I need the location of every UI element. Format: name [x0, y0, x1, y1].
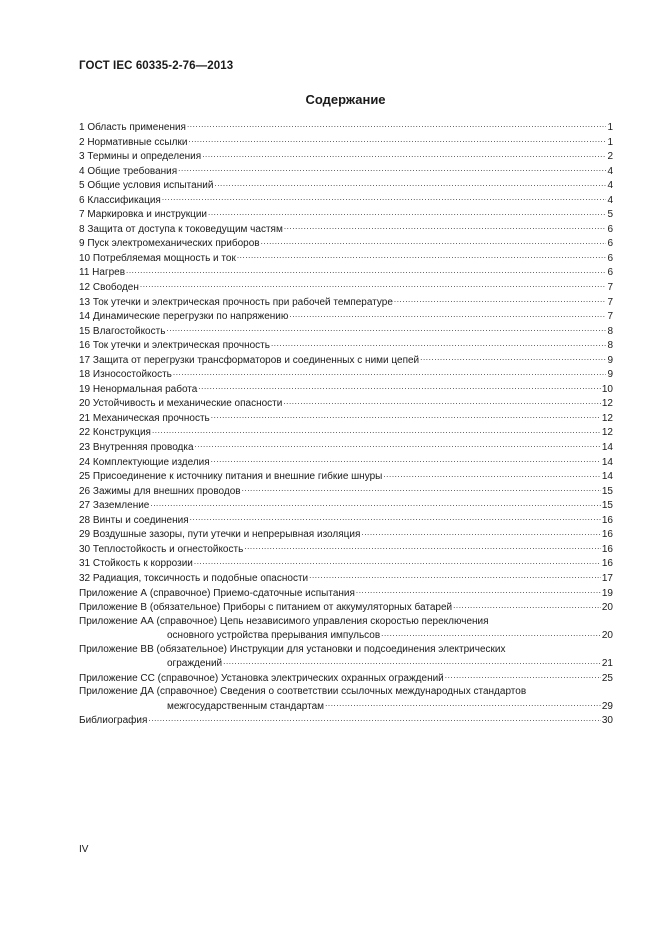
toc-entry-label: 6 Классификация	[79, 194, 161, 206]
toc-entry-label: 30 Теплостойкость и огнестойкость	[79, 543, 244, 555]
toc-entry-label: ограждений	[167, 658, 223, 670]
toc-entry-page: 12	[601, 412, 613, 424]
toc-entry-page: 1	[607, 122, 613, 133]
toc-entry[interactable]	[79, 193, 613, 208]
toc-entry-label: 3 Термины и определения	[79, 151, 202, 163]
toc-leader-dots	[195, 440, 601, 450]
toc-entry-page: 12	[601, 398, 613, 410]
toc-entry-label: 7 Маркировка и инструкции	[79, 209, 208, 221]
toc-leader-dots	[244, 542, 601, 552]
toc-leader-dots	[166, 324, 606, 334]
toc-entry-page: 8	[607, 325, 613, 337]
toc-entry-page: 17	[601, 572, 613, 584]
toc-entry-page: 6	[607, 238, 613, 250]
toc-leader-dots	[383, 469, 601, 479]
toc-entry[interactable]	[79, 353, 613, 368]
toc-leader-dots	[198, 382, 601, 392]
toc-leader-dots	[162, 193, 607, 203]
toc-entry-page: 16	[601, 514, 613, 526]
toc-leader-dots	[271, 338, 606, 348]
toc-entry-label: 27 Заземление	[79, 500, 150, 512]
toc-entry-page: 4	[607, 165, 613, 177]
toc-entry-label: 22 Конструкция	[79, 427, 151, 439]
toc-leader-dots	[152, 425, 601, 435]
page-number: IV	[79, 844, 89, 855]
page-title: Содержание	[305, 92, 386, 107]
toc-entry[interactable]	[79, 542, 613, 557]
toc-entry[interactable]	[79, 149, 613, 164]
toc-entry[interactable]	[79, 411, 613, 426]
toc-entry-page: 9	[607, 354, 613, 366]
toc-leader-dots	[420, 353, 606, 363]
toc-entry-page: 14	[601, 456, 613, 468]
toc-leader-dots	[148, 713, 600, 723]
toc-entry-page: 10	[601, 383, 613, 395]
toc-entry-label: межгосударственным стандартам	[167, 700, 325, 712]
toc-entry-page: 7	[607, 296, 613, 308]
toc-entry[interactable]	[79, 484, 613, 499]
toc-leader-dots	[361, 527, 600, 537]
toc-leader-dots	[289, 309, 606, 319]
toc-entry-label: 29 Воздушные зазоры, пути утечки и непрерывная изоляция	[79, 529, 361, 541]
toc-entry-label: 17 Защита от перегрузки трансформаторов и соединенных с ними цепей	[79, 354, 420, 366]
toc-entry-label: 8 Защита от доступа к токоведущим частям	[79, 223, 283, 235]
table-of-contents	[79, 120, 613, 728]
toc-entry-page: 4	[607, 180, 613, 192]
toc-entry-page: 6	[607, 267, 613, 279]
toc-leader-dots	[445, 671, 601, 681]
toc-entry-page: 4	[607, 194, 613, 206]
toc-entry-label: 19 Ненормальная работа	[79, 383, 198, 395]
toc-entry-label: 11 Нагрев	[79, 267, 126, 279]
toc-entry-label: Приложение А (справочное) Приемо-сдаточные испытания	[79, 587, 355, 599]
toc-leader-dots	[237, 251, 607, 261]
toc-entry-label: 28 Винты и соединения	[79, 514, 189, 526]
toc-entry-line1: Приложение ВВ (обязательное) Инструкции для установки и подсоединения электрических	[79, 643, 506, 655]
toc-leader-dots	[356, 586, 601, 596]
toc-entry-page: 16	[601, 558, 613, 570]
toc-leader-dots	[325, 699, 601, 709]
toc-entry-page: 21	[601, 658, 613, 670]
toc-leader-dots	[381, 628, 601, 638]
toc-entry[interactable]	[79, 586, 613, 601]
toc-entry-label: Библиография	[79, 715, 148, 727]
toc-entry[interactable]	[79, 600, 613, 615]
toc-entry[interactable]	[79, 295, 613, 310]
toc-leader-dots	[283, 396, 601, 406]
toc-entry[interactable]	[79, 513, 613, 528]
toc-entry[interactable]	[79, 656, 613, 671]
toc-entry-page: 5	[607, 209, 613, 221]
toc-leader-dots	[187, 120, 606, 130]
toc-entry[interactable]	[79, 527, 613, 542]
toc-entry-label: 31 Стойкость к коррозии	[79, 558, 193, 570]
toc-entry-label: 21 Механическая прочность	[79, 412, 210, 424]
toc-entry[interactable]	[79, 338, 613, 353]
toc-entry[interactable]	[79, 628, 613, 643]
toc-entry-page: 20	[601, 602, 613, 614]
toc-entry[interactable]	[79, 571, 613, 586]
toc-entry-page: 16	[601, 529, 613, 541]
toc-leader-dots	[173, 367, 607, 377]
toc-entry[interactable]	[79, 251, 613, 266]
toc-entry-label: 23 Внутренняя проводка	[79, 442, 194, 454]
toc-entry[interactable]	[79, 135, 613, 150]
toc-entry-page: 30	[601, 715, 613, 727]
toc-leader-dots	[284, 222, 607, 232]
toc-entry-label: 12 Свободен	[79, 282, 139, 294]
toc-entry[interactable]	[79, 556, 613, 571]
toc-entry-page: 19	[601, 587, 613, 599]
toc-entry-page: 1	[607, 136, 613, 148]
toc-leader-dots	[178, 164, 606, 174]
toc-leader-dots	[242, 484, 601, 494]
toc-entry-label: 15 Влагостойкость	[79, 325, 166, 337]
toc-leader-dots	[150, 498, 601, 508]
toc-entry-label: 5 Общие условия испытаний	[79, 180, 214, 192]
toc-entry-label: 1 Область применения	[79, 122, 186, 133]
toc-entry-label: 18 Износостойкость	[79, 369, 172, 381]
toc-entry-page: 6	[607, 252, 613, 264]
toc-leader-dots	[211, 455, 601, 465]
toc-leader-dots	[194, 556, 601, 566]
toc-entry-label: 2 Нормативные ссылки	[79, 136, 188, 148]
toc-entry[interactable]	[79, 309, 613, 324]
toc-entry-label: 25 Присоединение к источнику питания и внешние гибкие шнуры	[79, 471, 383, 483]
toc-entry[interactable]	[79, 469, 613, 484]
toc-entry-page: 16	[601, 543, 613, 555]
toc-entry[interactable]	[79, 671, 613, 686]
toc-entry-label: 13 Ток утечки и электрическая прочность при рабочей температуре	[79, 296, 393, 308]
toc-leader-dots	[261, 236, 607, 246]
toc-leader-dots	[208, 207, 606, 217]
toc-leader-dots	[211, 411, 601, 421]
toc-entry-page: 7	[607, 311, 613, 323]
toc-leader-dots	[188, 135, 606, 145]
toc-entry[interactable]	[79, 699, 613, 714]
toc-entry-label: основного устройства прерывания импульсов	[167, 630, 381, 642]
toc-entry[interactable]	[79, 455, 613, 470]
toc-entry-page: 9	[607, 369, 613, 381]
toc-entry-page: 20	[601, 630, 613, 642]
toc-leader-dots	[140, 280, 607, 290]
toc-entry[interactable]	[79, 713, 613, 728]
toc-entry-page: 2	[607, 151, 613, 163]
toc-entry-page: 7	[607, 282, 613, 294]
toc-leader-dots	[453, 600, 601, 610]
toc-entry-page: 15	[601, 485, 613, 497]
toc-leader-dots	[202, 149, 606, 159]
toc-entry[interactable]	[79, 164, 613, 179]
toc-entry-label: 14 Динамические перегрузки по напряжению	[79, 311, 289, 323]
toc-entry[interactable]	[79, 324, 613, 339]
toc-entry-label: 10 Потребляемая мощность и ток	[79, 252, 236, 264]
toc-leader-dots	[309, 571, 601, 581]
toc-entry-label: 16 Ток утечки и электрическая прочность	[79, 340, 270, 352]
toc-entry[interactable]	[79, 396, 613, 411]
toc-entry-page: 12	[601, 427, 613, 439]
toc-leader-dots	[214, 178, 606, 188]
toc-entry-page: 6	[607, 223, 613, 235]
toc-entry-page: 8	[607, 340, 613, 352]
toc-entry-label: 9 Пуск электромеханических приборов	[79, 238, 260, 250]
toc-entry[interactable]	[79, 120, 613, 135]
toc-leader-dots	[223, 656, 601, 666]
toc-entry[interactable]	[79, 265, 613, 280]
toc-entry[interactable]	[79, 178, 613, 193]
toc-entry-page: 15	[601, 500, 613, 512]
toc-entry[interactable]	[79, 425, 613, 440]
toc-entry-page: 14	[601, 442, 613, 454]
toc-entry[interactable]	[79, 207, 613, 222]
document-header: ГОСТ IEC 60335-2-76—2013	[79, 60, 234, 72]
toc-entry[interactable]	[79, 382, 613, 397]
toc-entry-line1: Приложение ДА (справочное) Сведения о соответствии ссылочных международных стандартов	[79, 686, 527, 698]
toc-leader-dots	[394, 295, 607, 305]
toc-entry-label: Приложение В (обязательное) Приборы с питанием от аккумуляторных батарей	[79, 602, 453, 614]
toc-entry[interactable]	[79, 498, 613, 513]
toc-entry[interactable]	[79, 440, 613, 455]
toc-entry-label: 20 Устойчивость и механические опасности	[79, 398, 283, 410]
toc-entry-label: 32 Радиация, токсичность и подобные опасности	[79, 572, 309, 584]
toc-entry-label: Приложение СС (справочное) Установка электрических охранных ограждений	[79, 672, 444, 684]
toc-entry-line1: Приложение АА (справочное) Цепь независимого управления скоростью переключения	[79, 615, 489, 627]
toc-leader-dots	[126, 265, 606, 275]
toc-entry-page: 14	[601, 471, 613, 483]
toc-entry[interactable]	[79, 280, 613, 295]
toc-entry-page: 29	[601, 700, 613, 712]
toc-entry-label: 4 Общие требования	[79, 165, 178, 177]
toc-entry[interactable]	[79, 236, 613, 251]
toc-entry-page: 25	[601, 672, 613, 684]
toc-entry[interactable]	[79, 222, 613, 237]
toc-entry-label: 24 Комплектующие изделия	[79, 456, 210, 468]
toc-leader-dots	[190, 513, 601, 523]
toc-entry[interactable]	[79, 367, 613, 382]
toc-entry-label: 26 Зажимы для внешних проводов	[79, 485, 241, 497]
